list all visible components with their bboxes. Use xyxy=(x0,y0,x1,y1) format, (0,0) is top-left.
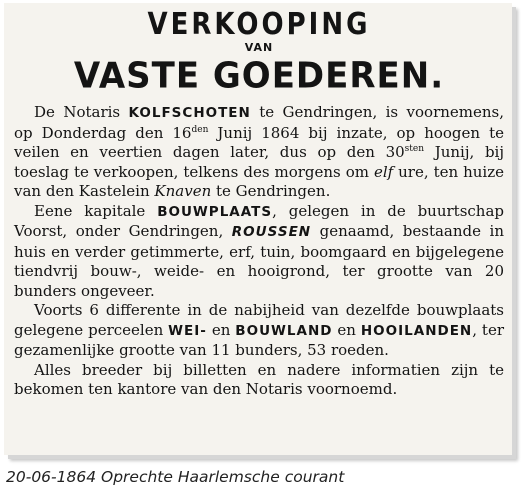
text-span: en xyxy=(332,320,361,339)
paragraph-auction-notice xyxy=(14,103,504,202)
source-caption: 20-06-1864 Oprechte Haarlemsche courant xyxy=(6,468,345,486)
heading-verkooping: VERKOOPING xyxy=(147,7,371,43)
advertisement xyxy=(14,5,504,400)
text-span: te Gendringen, is voornemens, op Donderdag den 16 xyxy=(14,103,505,142)
ordinal-suffix: sten xyxy=(404,144,425,154)
text-span: Eene kapitale xyxy=(34,201,158,220)
text-span: genaamd, bestaande in huis en verder getimmerte, erf, tuin, boomgaard en bijgelegene tiendvrij bouw-, weide- en hooigrond, ter grootte van 20 bunders ongeveer. xyxy=(14,222,504,300)
heading-vaste-goederen: VASTE GOEDEREN. xyxy=(73,55,445,97)
text-span: De Notaris xyxy=(34,103,129,121)
italic-text: elf xyxy=(373,162,394,181)
advertisement-body xyxy=(14,103,504,400)
bold-term: BOUWLAND xyxy=(235,322,333,339)
paragraph-parcels xyxy=(14,301,504,361)
newspaper-clipping xyxy=(4,3,512,455)
text-span: , gelegen in de buurtschap Voorst, onder Gendringen, xyxy=(14,201,504,240)
farm-name: ROUSSEN xyxy=(231,224,312,240)
notary-name: KOLFSCHOTEN xyxy=(128,105,251,121)
bold-term: WEI- xyxy=(168,322,207,339)
text-span: en xyxy=(206,320,236,339)
text-span: , ter gezamenlijke grootte van 11 bunders, 53 roeden. xyxy=(14,320,504,359)
text-span: Junij, bij toeslag te verkoopen, telkens des morgens om xyxy=(14,143,504,181)
text-span: Junij 1864 bij inzate, op hoogen te veilen en veertien dagen later, dus op den 30 xyxy=(14,123,504,161)
ordinal-suffix: den xyxy=(191,124,209,135)
paragraph-information xyxy=(14,361,504,400)
heading-van: VAN xyxy=(244,41,274,54)
paragraph-farm-description xyxy=(14,202,504,302)
text-span: te Gendringen. xyxy=(211,182,331,200)
bold-term: HOOILANDEN xyxy=(360,322,473,339)
text-span: Alles breeder bij billetten en nadere informatien zijn te bekomen ten kantore van den Notaris voornoemd. xyxy=(14,360,504,398)
text-span: ure, ten huize van den Kastelein xyxy=(14,162,505,200)
text-span: Voorts 6 differente in de nabijheid van dezelfde bouwplaats gelegene perceelen xyxy=(14,301,504,339)
innkeeper-name: Knaven xyxy=(154,182,212,200)
bold-term: BOUWPLAATS xyxy=(157,203,273,220)
